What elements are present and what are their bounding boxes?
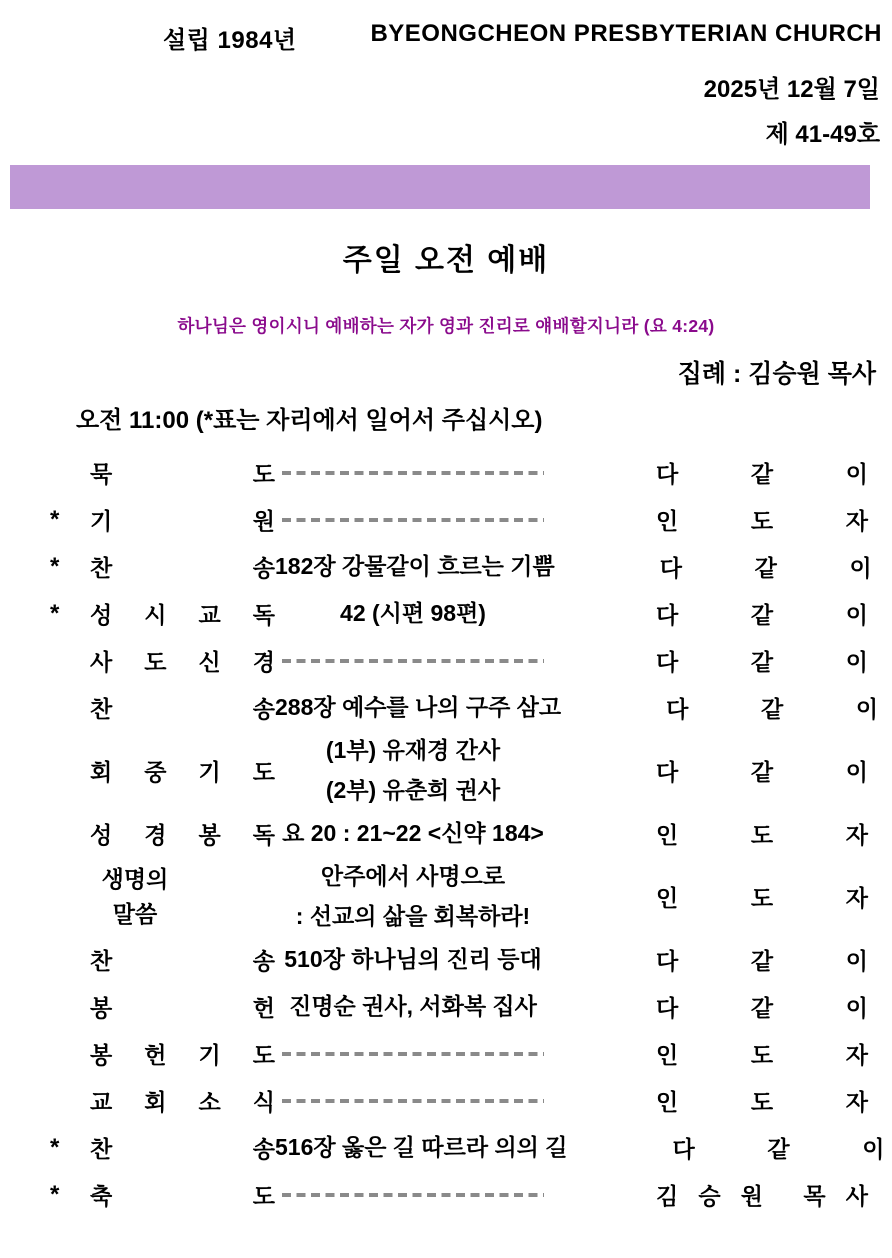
order-item-label: 묵 도 — [90, 461, 275, 487]
order-item-label: 봉 헌 — [90, 995, 275, 1022]
order-row — [0, 590, 892, 637]
dash-line — [282, 659, 544, 663]
order-item-label: 기 원 — [90, 508, 275, 534]
order-row — [0, 1171, 892, 1218]
order-item-label: 회 중 기 도 — [90, 759, 275, 786]
order-item-label-line: 생명의 — [101, 866, 169, 893]
order-item-content-line: (1부) 유재경 간사 — [325, 737, 501, 763]
order-row — [0, 1124, 892, 1171]
order-item-content-line: 182장 강물같이 흐르는 기쁨 — [275, 552, 555, 579]
order-item-label: 사 도 신 경 — [90, 649, 275, 675]
divider-bar — [10, 165, 870, 209]
dash-line — [282, 1193, 544, 1197]
order-of-worship — [0, 449, 892, 1218]
order-row — [0, 637, 892, 684]
order-row — [0, 1030, 892, 1077]
scripture-verse: 하나님은 영이시니 예배하는 자가 영과 진리로 얘배할지니라 (요 4:24) — [177, 316, 715, 336]
order-item-attendee: 김 승 원 목 사 — [656, 1183, 868, 1210]
dash-line — [282, 1052, 544, 1056]
order-row — [0, 1077, 892, 1124]
order-item-content — [275, 857, 656, 936]
star-marker: * — [50, 1180, 60, 1208]
order-item-content — [275, 471, 656, 475]
order-item-content — [275, 940, 656, 980]
order-item-label: 성 시 교 독 — [90, 602, 275, 628]
order-item-attendee: 다 같 이 — [656, 948, 868, 975]
order-item-attendee: 인 도 자 — [656, 822, 868, 849]
order-item-label: 축 도 — [90, 1183, 275, 1210]
order-item-label: 봉 헌 기 도 — [90, 1042, 275, 1069]
order-row — [0, 731, 892, 810]
order-item-content — [275, 1193, 656, 1197]
order-item-content-line: : 선교의 삶을 회복하라! — [295, 902, 531, 929]
order-item-content-line: 288장 예수를 나의 구주 삼고 — [275, 693, 562, 720]
order-item-attendee: 인 도 자 — [656, 508, 868, 534]
order-row — [0, 936, 892, 983]
order-item-content-line: 42 (시편 98편) — [340, 599, 486, 626]
order-item-content — [275, 547, 660, 587]
order-item-content — [275, 1099, 656, 1103]
order-item-label: 성 경 봉 독 — [90, 822, 275, 849]
star-marker: * — [50, 505, 60, 533]
header-line — [0, 0, 892, 55]
order-item-content-line: 요 20 : 21~22 <신약 184> — [282, 819, 544, 846]
order-item-content-line: (2부) 유춘희 권사 — [325, 776, 501, 803]
order-item-content — [275, 518, 656, 522]
order-item-label: 찬 송 — [90, 696, 275, 722]
order-row — [0, 543, 892, 590]
order-row — [0, 857, 892, 936]
order-row — [0, 684, 892, 731]
order-item-attendee: 다 같 이 — [666, 696, 879, 722]
officiant-line: 집례 : 김승원 목사 — [677, 360, 876, 388]
bulletin-date: 2025년 12월 7일 — [703, 76, 880, 103]
order-item-attendee: 다 같 이 — [672, 1136, 885, 1163]
order-item-content — [275, 659, 656, 663]
time-note: 오전 11:00 (*표는 자리에서 일어서 주십시오) — [76, 407, 543, 434]
service-title: 주일 오전 예배 — [342, 244, 550, 277]
order-item-attendee: 인 도 자 — [656, 1042, 868, 1069]
star-marker: * — [50, 552, 60, 580]
star-marker: * — [50, 599, 60, 627]
order-item-attendee: 다 같 이 — [656, 759, 868, 786]
issue-number: 제 41-49호 — [765, 121, 880, 148]
order-row — [0, 496, 892, 543]
dash-line — [282, 518, 544, 522]
order-item-content-line: 안주에서 사명으로 — [320, 863, 506, 890]
order-item-label: 교 회 소 식 — [90, 1089, 275, 1116]
order-item-content — [275, 814, 656, 854]
order-row — [0, 810, 892, 857]
order-item-content — [275, 1052, 656, 1056]
order-row — [0, 983, 892, 1030]
order-item-content — [275, 594, 656, 634]
order-item-attendee: 인 도 자 — [656, 1089, 868, 1116]
dash-line — [282, 471, 544, 475]
order-item-content-line: 진명순 권사, 서화복 집사 — [289, 992, 537, 1019]
order-item-label-line: 말씀 — [112, 900, 158, 927]
order-item-attendee: 다 같 이 — [656, 995, 868, 1022]
dash-line — [282, 1099, 544, 1103]
order-item-content — [275, 731, 656, 810]
order-item-label — [90, 862, 275, 931]
order-item-attendee: 다 같 이 — [656, 602, 868, 628]
church-name: BYEONGCHEON PRESBYTERIAN CHURCH — [370, 20, 882, 47]
order-item-content — [275, 1128, 673, 1168]
order-item-content — [275, 987, 656, 1027]
order-item-label: 찬 송 — [90, 948, 275, 975]
order-item-content-line: 510장 하나님의 진리 등대 — [284, 945, 542, 972]
order-item-content-line: 516장 옳은 길 따르라 의의 길 — [275, 1133, 568, 1160]
order-item-attendee: 다 같 이 — [656, 649, 868, 675]
order-item-label: 찬 송 — [90, 555, 275, 581]
star-marker: * — [50, 1133, 60, 1161]
order-item-attendee: 다 같 이 — [659, 555, 872, 581]
order-item-label: 찬 송 — [90, 1136, 275, 1163]
order-row — [0, 449, 892, 496]
order-item-attendee: 다 같 이 — [656, 461, 868, 487]
order-item-attendee: 인 도 자 — [656, 885, 868, 912]
order-item-content — [275, 688, 666, 728]
founded-year: 설립 1984년 — [163, 27, 297, 54]
